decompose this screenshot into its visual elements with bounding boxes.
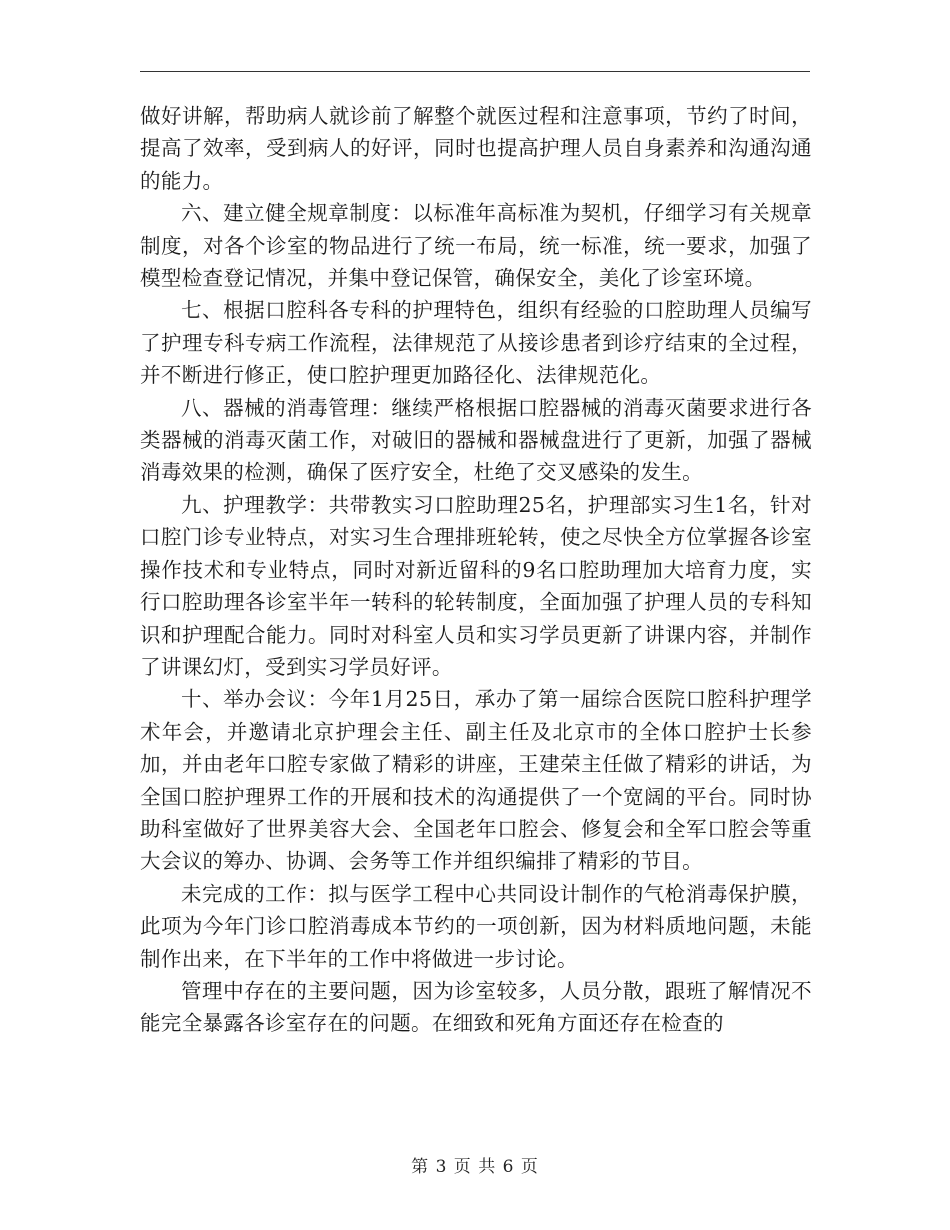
body-text bbox=[140, 100, 812, 1040]
paragraph-4: 八、器械的消毒管理：继续严格根据口腔器械的消毒灭菌要求进行各类器械的消毒灭菌工作，对破旧的器械和器械盘进行了更新，加强了器械消毒效果的检测，确保了医疗安全，杜绝了交叉感染的发生。 bbox=[140, 395, 812, 485]
paragraph-7: 未完成的工作：拟与医学工程中心共同设计制作的气枪消毒保护膜，此项为今年门诊口腔消毒成本节约的一项创新，因为材料质地问题，未能制作出来，在下半年的工作中将做进一步讨论。 bbox=[140, 881, 812, 971]
header-rule bbox=[140, 71, 810, 72]
page-number-footer: 第 3 页 共 6 页 bbox=[411, 1157, 539, 1177]
paragraph-2: 六、建立健全规章制度：以标准年高标准为契机，仔细学习有关规章制度，对各个诊室的物品进行了统一布局，统一标准，统一要求，加强了模型检查登记情况，并集中登记保管，确保安全，美化了诊室环境。 bbox=[140, 201, 812, 291]
paragraph-1: 做好讲解，帮助病人就诊前了解整个就医过程和注意事项，节约了时间，提高了效率，受到病人的好评，同时也提高护理人员自身素养和沟通沟通的能力。 bbox=[140, 104, 812, 193]
paragraph-8: 管理中存在的主要问题，因为诊室较多，人员分散，跟班了解情况不能完全暴露各诊室存在的问题。在细致和死角方面还存在检查的 bbox=[140, 978, 812, 1036]
paragraph-3: 七、根据口腔科各专科的护理特色，组织有经验的口腔助理人员编写了护理专科专病工作流程，法律规范了从接诊患者到诊疗结束的全过程，并不断进行修正，使口腔护理更加路径化、法律规范化。 bbox=[140, 298, 812, 388]
paragraph-5: 九、护理教学：共带教实习口腔助理25名，护理部实习生1名，针对口腔门诊专业特点，对实习生合理排班轮转，使之尽快全方位掌握各诊室操作技术和专业特点，同时对新近留科的9名口腔助理加大培育力度，实行口腔助理各诊室半年一转科的轮转制度，全面加强了护理人员的专科知识和护理配合能力。同时对科室人员和实习学员更新了讲课内容，并制作了讲课幻灯，受到实习学员好评。 bbox=[140, 492, 812, 679]
paragraph-6: 十、举办会议：今年1月25日，承办了第一届综合医院口腔科护理学术年会，并邀请北京护理会主任、副主任及北京市的全体口腔护士长参加，并由老年口腔专家做了精彩的讲座，王建荣主任做了精彩的讲话，为全国口腔护理界工作的开展和技术的沟通提供了一个宽阔的平台。同时协助科室做好了世界美容大会、全国老年口腔会、修复会和全军口腔会等重大会议的筹办、协调、会务等工作并组织编排了精彩的节目。 bbox=[140, 687, 812, 874]
